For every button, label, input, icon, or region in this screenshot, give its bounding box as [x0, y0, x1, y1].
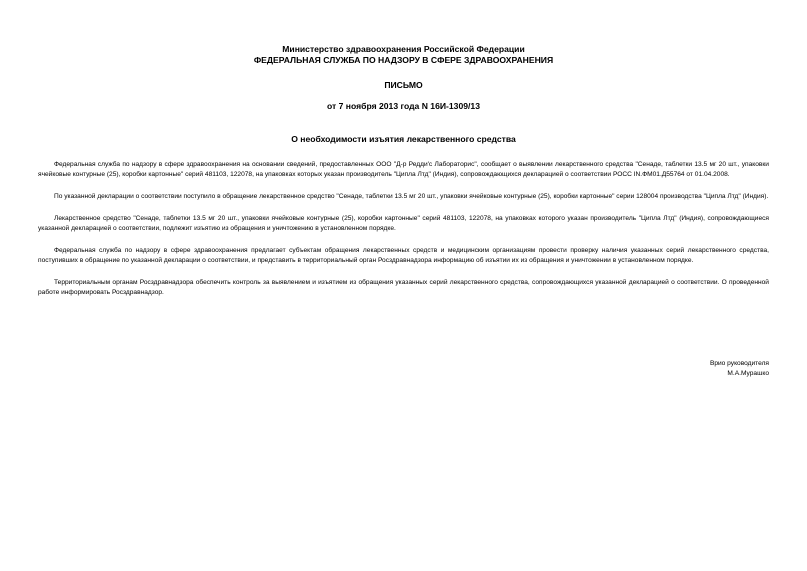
ministry-name: Министерство здравоохранения Российской Федерации — [282, 44, 525, 54]
paragraph-2: По указанной декларации о соответствии поступило в обращение лекарственное средство "Сенаде, таблетки 13.5 мг 20 шт., упаковки ячейковые контурные (25), коробки картонные" серии 128004 производства "Ципла Лтд" (Индия). — [54, 193, 769, 200]
document-type: ПИСЬМО — [384, 80, 423, 90]
paragraph-4: Федеральная служба по надзору в сфере здравоохранения предлагает субъектам обращения лекарственных средств и медицинским организациям провести проверку наличия указанных серий лекарственного средства, поступивших в обращение по указанной декларации о соответствии, и представить в территориальный орган Росздравнадзора информацию об изъятии их из обращения и уничтожении в установленном порядке. — [38, 247, 769, 264]
document-header — [0, 44, 807, 66]
signatory-position: Врио руководителя — [709, 360, 769, 367]
paragraph-5: Территориальным органам Росздравнадзора обеспечить контроль за выявлением и изъятием из обращения указанных серий лекарственного средства, сопровождающихся указанной декларацией о соответствии. О проведенной работе информировать Росздравнадзор. — [38, 279, 769, 296]
document-body — [38, 160, 769, 310]
service-name: ФЕДЕРАЛЬНАЯ СЛУЖБА ПО НАДЗОРУ В СФЕРЕ ЗДРАВООХРАНЕНИЯ — [253, 55, 554, 65]
paragraph-3: Лекарственное средство "Сенаде, таблетки 13.5 мг 20 шт., упаковки ячейковые контурные (25), коробки картонные" серий 481103, 122078, на упаковках которого указан производитель "Ципла Лтд" (Индия), сопровождающиеся указанной декларацией о соответствии, подлежит изъятию из обращения и уничтожению в установленном порядке. — [38, 215, 769, 232]
signature-block — [710, 359, 769, 379]
document-date-number: от 7 ноября 2013 года N 16И-1309/13 — [327, 101, 480, 111]
signatory-name: М.А.Мурашко — [727, 370, 769, 377]
document-title: О необходимости изъятия лекарственного средства — [291, 134, 516, 144]
paragraph-1: Федеральная служба по надзору в сфере здравоохранения на основании сведений, предоставленных ООО "Д-р Редди'с Лабораторис", сообщает о выявлении лекарственного средства "Сенаде, таблетки 13.5 мг 20 шт., упаковки ячейковые контурные (25), коробки картонные" серий 481103, 122078, на упаковках которых указан производитель "Ципла Лтд" (Индия), сопровождающихся декларацией о соответствии РОСС IN.ФМ01.Д55764 от 01.04.2008. — [38, 161, 769, 178]
